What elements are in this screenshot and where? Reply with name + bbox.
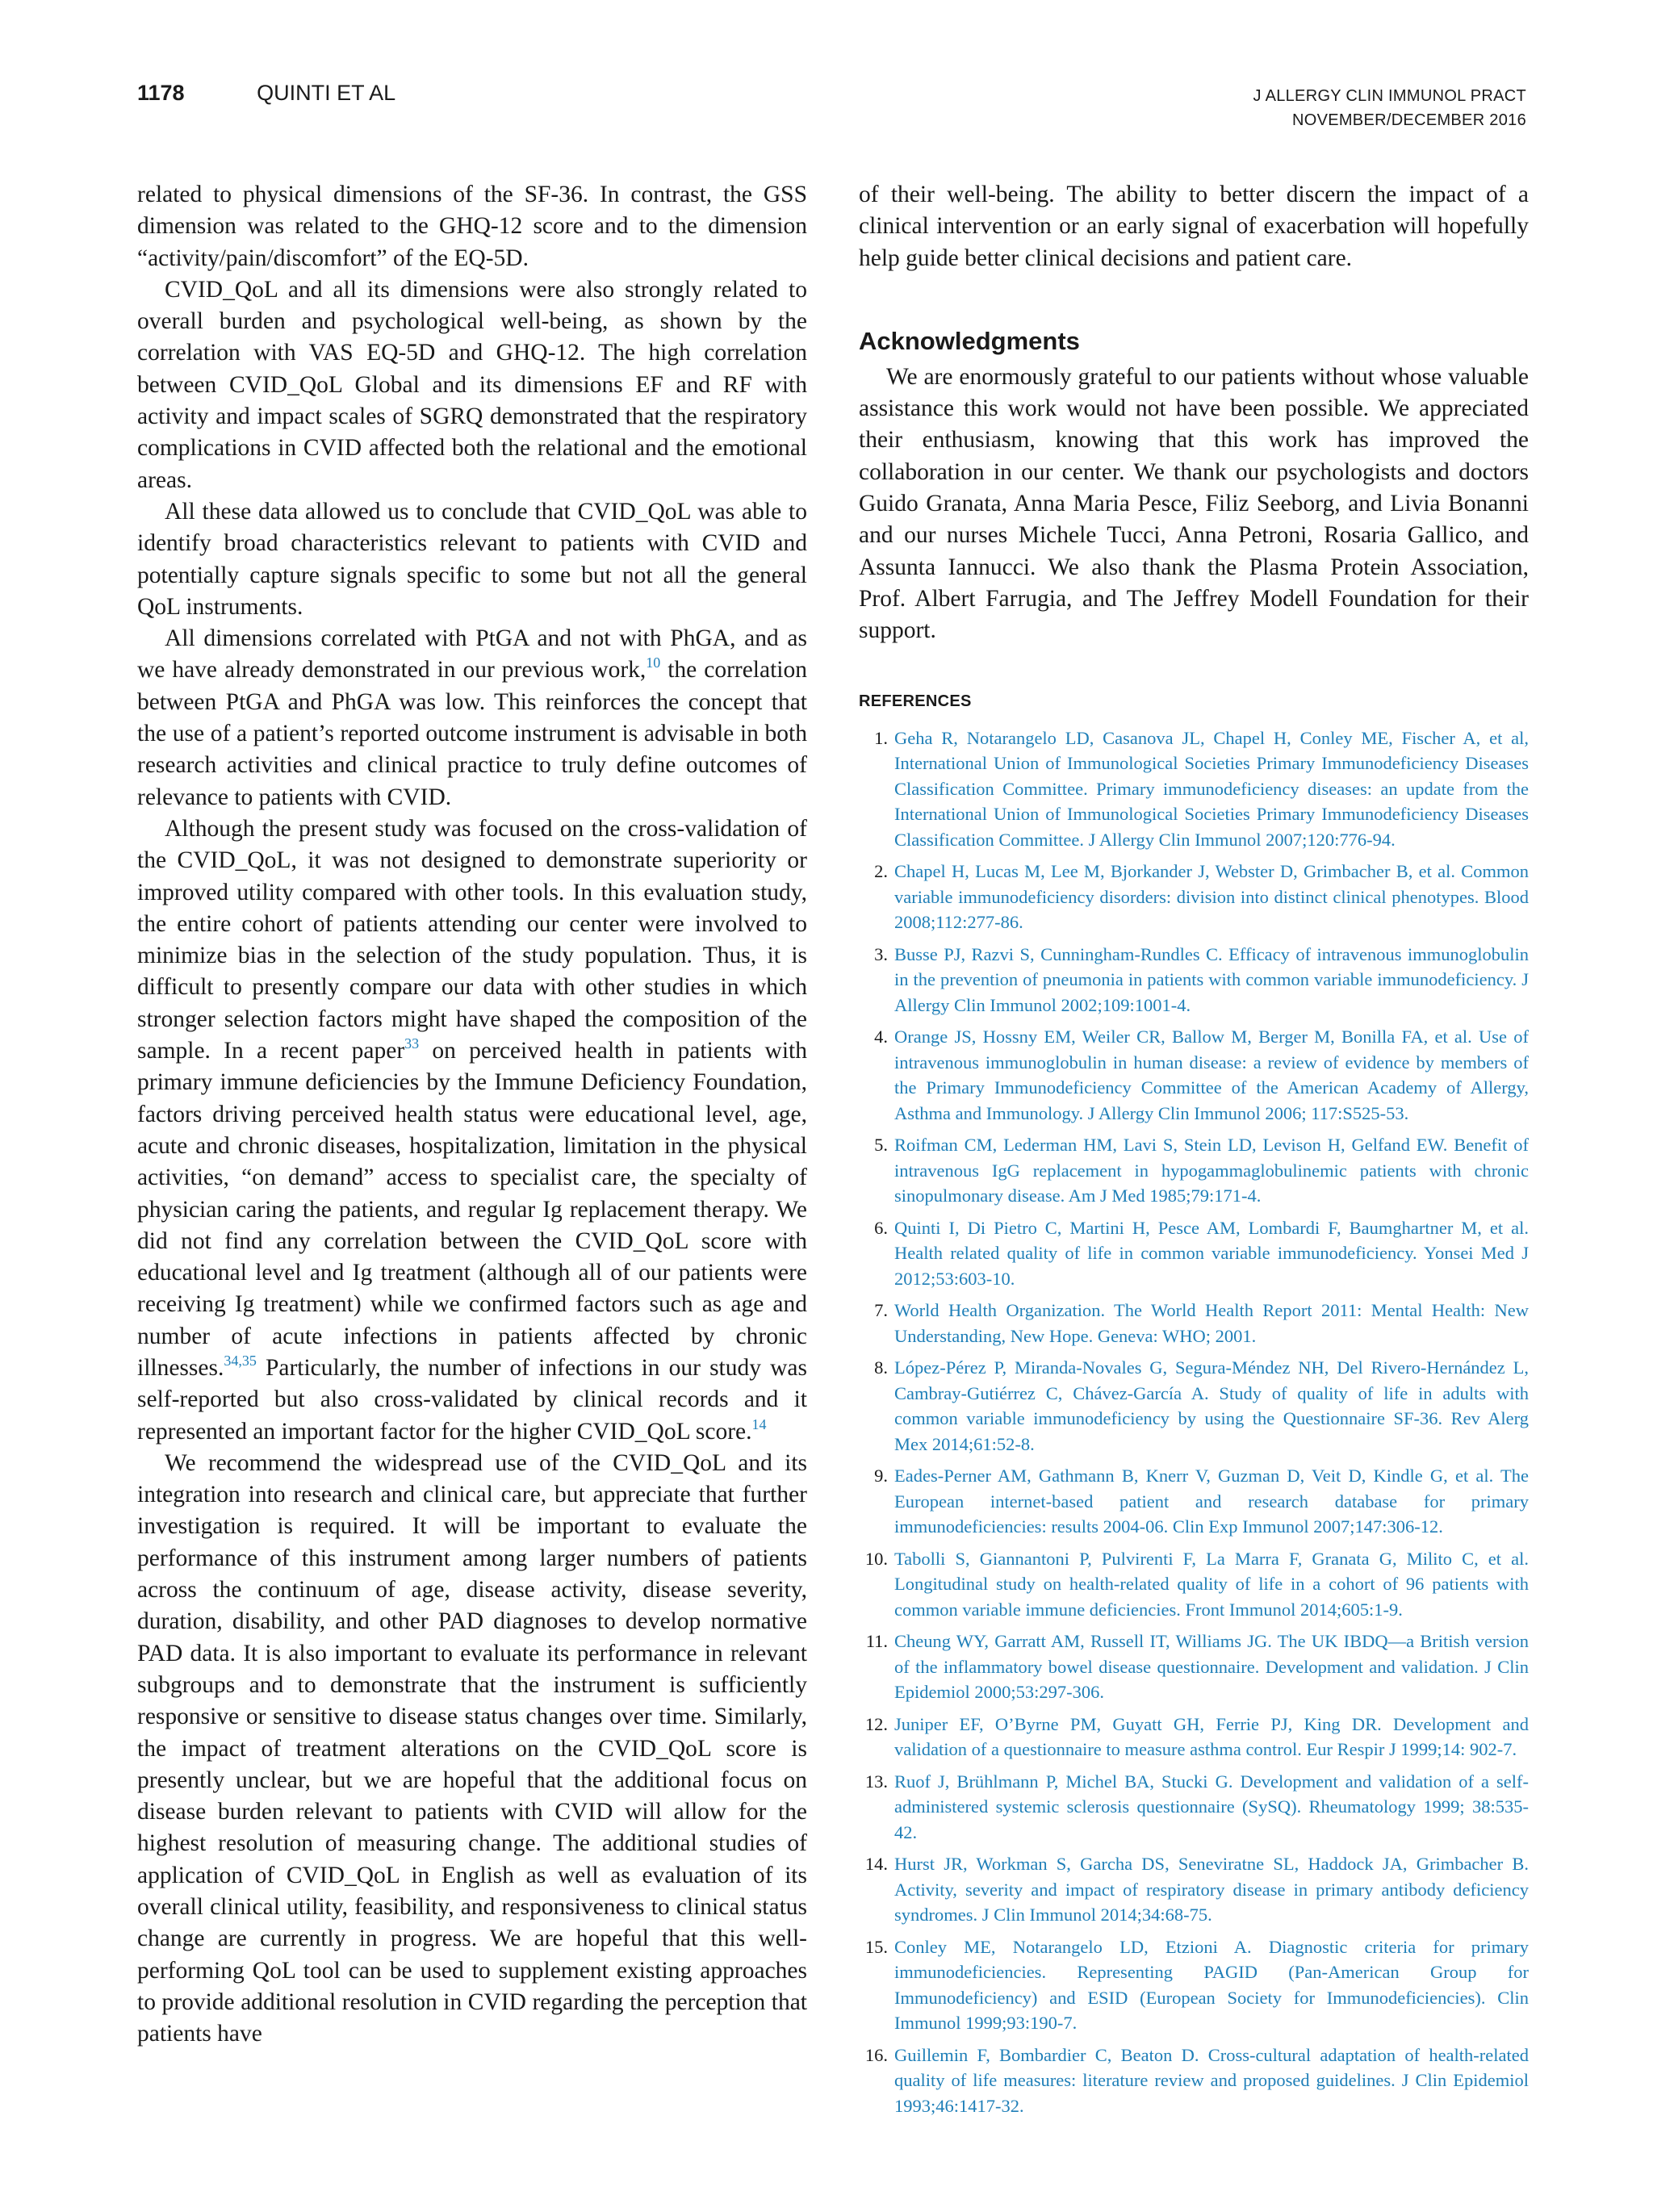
citation-link[interactable]: 10 (646, 654, 661, 671)
acknowledgments-heading: Acknowledgments (859, 326, 1080, 355)
reference-number: 4. (874, 1027, 888, 1047)
reference-number: 8. (874, 1357, 888, 1378)
reference-link[interactable]: Hurst JR, Workman S, Garcha DS, Seneviratne SL, Haddock JA, Grimbacher B. Activity, severity and impact of respiratory disease in primary antibody deficiency syndromes. J Clin Immunol 2014;34:68-75. (894, 1854, 1529, 1926)
header-right (1253, 84, 1526, 132)
reference-item (859, 1769, 1529, 1846)
reference-link[interactable]: Orange JS, Hossny EM, Weiler CR, Ballow M, Berger M, Bonilla FA, et al. Use of intravenous immunoglobulin in human disease: a review of evidence by members of the Primary Immunodeficiency Committee of the American Academy of Allergy, Asthma and Immunology. J Allergy Clin Immunol 2006; 117:S525-53. (894, 1027, 1529, 1123)
reference-number: 2. (874, 861, 888, 882)
reference-link[interactable]: Cheung WY, Garratt AM, Russell IT, Williams JG. The UK IBDQ—a British version of the inflammatory bowel disease questionnaire. Development and validation. J Clin Epidemiol 2000;53:297-306. (894, 1631, 1529, 1703)
page-header (137, 81, 1526, 145)
reference-link[interactable]: Tabolli S, Giannantoni P, Pulvirenti F, La Marra F, Granata G, Milito C, et al. Longitudinal study on health-related quality of life in a cohort of 96 patients with common variable immune deficiencies. Front Immunol 2014;605:1-9. (894, 1548, 1529, 1620)
running-authors: QUINTI ET AL (257, 81, 396, 105)
reference-item (859, 1132, 1529, 1209)
paragraph-text: All dimensions correlated with PtGA and not with PhGA, and as we have already demonstrated in our previous work, (137, 625, 807, 684)
left-column (137, 179, 807, 2051)
reference-item (859, 1546, 1529, 1623)
reference-item (859, 1934, 1529, 2036)
reference-number: 7. (874, 1300, 888, 1321)
right-column (859, 179, 1529, 2125)
reference-item (859, 1463, 1529, 1540)
reference-item (859, 1024, 1529, 1126)
body-paragraph: We recommend the widespread use of the CVID_QoL and its integration into research and clinical care, but appreciate that further investigation is required. It will be important to evaluate the performance of this instrument among larger numbers of patients across the continuum of age, disease activity, disease severity, duration, disability, and other PAD diagnoses to develop normative PAD data. It is also important to evaluate its performance in relevant subgroups and to demonstrate that the instrument is sufficiently responsive or sensitive to disease status changes over time. Similarly, the impact of treatment alterations on the CVID_QoL score is presently unclear, but we are hopeful that the additional focus on disease burden relevant to patients with CVID will allow for the highest resolution of measuring change. The additional studies of application of CVID_QoL in English as well as evaluation of its overall clinical utility, feasibility, and responsiveness to clinical status change are currently in progress. We are hopeful that this well-performing QoL tool can be used to supplement existing approaches to provide additional resolution in CVID regarding the perception that patients have (137, 1449, 807, 2047)
journal-name: J ALLERGY CLIN IMMUNOL PRACT (1253, 87, 1526, 105)
reference-number: 5. (874, 1135, 888, 1156)
citation-link[interactable]: 34,35 (224, 1352, 257, 1369)
reference-number: 1. (874, 727, 888, 748)
body-paragraph (137, 813, 807, 1448)
page-number: 1178 (137, 81, 185, 105)
reference-link[interactable]: Eades-Perner AM, Gathmann B, Knerr V, Guzman D, Veit D, Kindle G, et al. The European internet-based patient and research database for primary immunodeficiencies: results 2004-06. Clin Exp Immunol 2007;147:306-12. (894, 1466, 1529, 1537)
reference-link[interactable]: Juniper EF, O’Byrne PM, Guyatt GH, Ferrie PJ, King DR. Development and validation of a questionnaire to measure asthma control. Eur Respir J 1999;14: 902-7. (894, 1713, 1529, 1760)
reference-item (859, 1712, 1529, 1762)
reference-item (859, 942, 1529, 1018)
reference-number: 6. (874, 1217, 888, 1238)
reference-item (859, 859, 1529, 935)
header-left (137, 81, 395, 106)
reference-link[interactable]: Guillemin F, Bombardier C, Beaton D. Cross-cultural adaptation of health-related quality of life measures: literature review and proposed guidelines. J Clin Epidemiol 1993;46:1417-32. (894, 2044, 1529, 2116)
acknowledgments-text: We are enormously grateful to our patients without whose valuable assistance this work would not have been possible. We appreciated their enthusiasm, knowing that this work has improved the collaboration in our center. We thank our psychologists and doctors Guido Granata, Anna Maria Pesce, Filiz Seeborg, and Livia Bonanni and our nurses Michele Tucci, Anna Petroni, Rosaria Gallico, and Assunta Iannucci. We also thank the Plasma Protein Association, Prof. Albert Farrugia, and The Jeffrey Modell Foundation for their support. (859, 363, 1529, 644)
paragraph-text: on perceived health in patients with primary immune deficiencies by the Immune Deficiency Foundation, factors driving perceived health status were educational level, age, acute and chronic diseases, hospitalization, limitation in the physical activities, “on demand” access to specialist care, the specialty of physician caring the patients, and regular Ig replacement therapy. We did not find any correlation between the CVID_QoL score with educational level and Ig treatment (although all of our patients were receiving Ig treatment) while we confirmed factors such as age and number of acute infections in patients affected by chronic illnesses. (137, 1038, 807, 1381)
body-paragraph: related to physical dimensions of the SF-36. In contrast, the GSS dimension was related to the GHQ-12 score and to the dimension “activity/pain/discomfort” of the EQ-5D. (137, 182, 807, 271)
paragraph-text: the correlation between PtGA and PhGA was low. This reinforces the concept that the use of a patient’s reported outcome instrument is advisable in both research activities and clinical practice to truly define outcomes of relevance to patients with CVID. (137, 657, 807, 810)
reference-item (859, 2043, 1529, 2119)
reference-number: 15. (864, 1936, 888, 1957)
reference-list (859, 725, 1529, 2119)
body-paragraph: All these data allowed us to conclude that CVID_QoL was able to identify broad characteristics relevant to patients with CVID and potentially capture signals specific to some but not all the general QoL instruments. (137, 498, 807, 620)
body-paragraph: CVID_QoL and all its dimensions were also strongly related to overall burden and psychological well-being, as shown by the correlation with VAS EQ-5D and GHQ-12. The high correlation between CVID_QoL Global and its dimensions EF and RF with activity and impact scales of SGRQ demonstrated that the respiratory complications in CVID affected both the relational and the emotional areas. (137, 276, 807, 493)
citation-link[interactable]: 14 (751, 1415, 767, 1432)
reference-item (859, 1355, 1529, 1457)
reference-item (859, 1298, 1529, 1349)
reference-link[interactable]: Conley ME, Notarangelo LD, Etzioni A. Diagnostic criteria for primary immunodeficiencies. Representing PAGID (Pan-American Group for Immunodeficiency) and ESID (European Society for Immunodeficiencies). Clin Immunol 1999;93:190-7. (894, 1936, 1529, 2034)
reference-item (859, 1215, 1529, 1292)
reference-link[interactable]: Quinti I, Di Pietro C, Martini H, Pesce AM, Lombardi F, Baumghartner M, et al. Health related quality of life in common variable immunodeficiency. Yonsei Med J 2012;53:603-10. (894, 1217, 1529, 1289)
body-paragraph (137, 623, 807, 813)
reference-number: 3. (874, 943, 888, 964)
reference-link[interactable]: Roifman CM, Lederman HM, Lavi S, Stein LD, Levison H, Gelfand EW. Benefit of intravenous IgG replacement in hypogammaglobulinemic patients with chronic sinopulmonary disease. Am J Med 1985;79:171-4. (894, 1135, 1529, 1206)
reference-item (859, 725, 1529, 853)
reference-link[interactable]: World Health Organization. The World Health Report 2011: Mental Health: New Understanding, New Hope. Geneva: WHO; 2001. (894, 1300, 1529, 1346)
body-paragraph: of their well-being. The ability to better discern the impact of a clinical intervention or an early signal of exacerbation will hopefully help guide better clinical decisions and patient care. (859, 182, 1529, 271)
paragraph-text: Although the present study was focused on the cross-validation of the CVID_QoL, it was not designed to demonstrate superiority or improved utility compared with other tools. In this evaluation study, the entire cohort of patients attending our center were involved to minimize bias in the selection of the study population. Thus, it is difficult to presently compare our data with other studies in which stronger selection factors might have shaped the composition of the sample. In a recent paper (137, 815, 807, 1064)
reference-number: 10. (864, 1548, 888, 1569)
reference-number: 16. (864, 2044, 888, 2065)
references-heading: REFERENCES (859, 692, 972, 710)
reference-number: 12. (864, 1713, 888, 1734)
paragraph-text: Particularly, the number of infections in our study was self-reported but also cross-validated by clinical records and it represented an important factor for the higher CVID_QoL score. (137, 1354, 807, 1445)
reference-number: 13. (864, 1771, 888, 1792)
reference-link[interactable]: Chapel H, Lucas M, Lee M, Bjorkander J, Webster D, Grimbacher B, et al. Common variable immunodeficiency disorders: division into distinct clinical phenotypes. Blood 2008;112:277-86. (894, 861, 1529, 933)
journal-issue: NOVEMBER/DECEMBER 2016 (1291, 111, 1526, 129)
reference-link[interactable]: Geha R, Notarangelo LD, Casanova JL, Chapel H, Conley ME, Fischer A, et al, International Union of Immunological Societies Primary Immunodeficiency Diseases Classification Committee. Primary immunodeficiency diseases: an update from the International Union of Immunological Societies Primary Immunodeficiency Diseases Classification Committee. J Allergy Clin Immunol 2007;120:776-94. (894, 727, 1529, 850)
reference-link[interactable]: López-Pérez P, Miranda-Novales G, Segura-Méndez NH, Del Rivero-Hernández L, Cambray-Gutiérrez C, Chávez-García A. Study of quality of life in adults with common variable immunodeficiency by using the Questionnaire SF-36. Rev Alerg Mex 2014;61:52-8. (894, 1357, 1529, 1454)
reference-link[interactable]: Busse PJ, Razvi S, Cunningham-Rundles C. Efficacy of intravenous immunoglobulin in the prevention of pneumonia in patients with common variable immunodeficiency. J Allergy Clin Immunol 2002;109:1001-4. (894, 943, 1529, 1015)
reference-item (859, 1629, 1529, 1705)
reference-number: 9. (874, 1466, 888, 1487)
reference-number: 11. (865, 1631, 888, 1652)
reference-number: 14. (864, 1854, 888, 1875)
reference-link[interactable]: Ruof J, Brühlmann P, Michel BA, Stucki G. Development and validation of a self-administered systemic sclerosis questionnaire (SySQ). Rheumatology 1999; 38:535-42. (894, 1771, 1529, 1842)
citation-link[interactable]: 33 (404, 1035, 420, 1052)
reference-item (859, 1851, 1529, 1928)
